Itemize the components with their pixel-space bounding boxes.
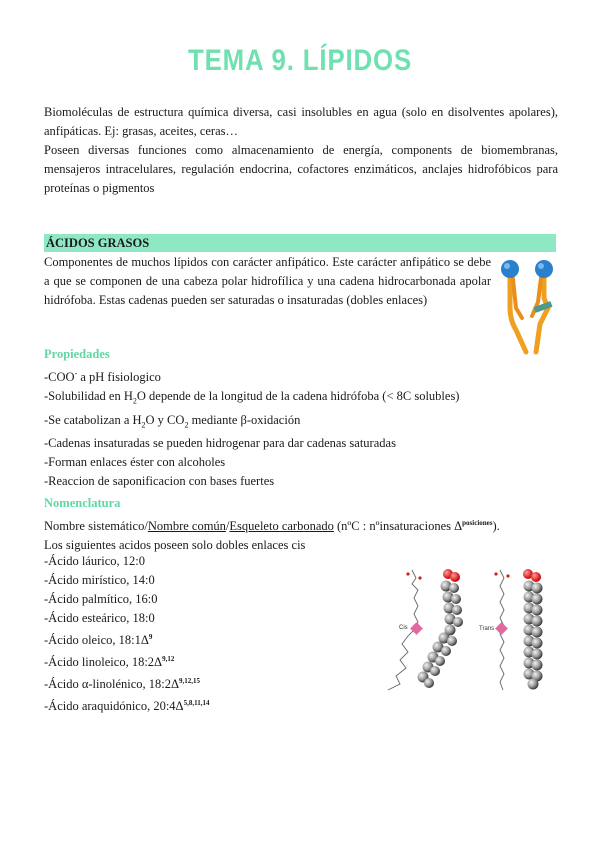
trans-spacefill-model xyxy=(523,569,543,690)
intro-paragraph-2: Poseen diversas funciones como almacenamiento de energía, components de biomembranas, mensajeros intracelulares, regulación endocrina, cofactores enzimáticos, anclajes hidrofóbicos para proteínas o pigmentos xyxy=(44,143,558,195)
cis-label: Cis xyxy=(399,625,408,631)
intro-paragraph-1: Biomoléculas de estructura química diversa, casi insolubles en agua (solo en disolventes apolares), anfipáticas. Ej: grasas, aceites, ceras… xyxy=(44,105,558,138)
property-ester: -Forman enlaces éster con alcoholes xyxy=(44,455,226,470)
nomenclature-definition: Nombre sistemático/Nombre común/Esqueleto carbonado (nºC : nºinsaturaciones $\Delta^{posiciones}$). xyxy=(44,519,500,534)
trans-skeletal-chain xyxy=(479,570,510,690)
acid-araquidonico: -Ácido araquidónico, $20:4\Delta^{5,8,11,14}$ xyxy=(44,699,210,714)
fatty-acid-list xyxy=(44,552,209,717)
properties-list xyxy=(44,364,459,491)
acid-palmitico: -Ácido palmítico, 16:0 xyxy=(44,592,158,606)
property-solubility: -Solubilidad en $H_2O$ depende de la longitud de la cadena hidrófoba (< 8C solubles) xyxy=(44,389,460,406)
acid-miristico: -Ácido mirístico, 14:0 xyxy=(44,573,155,587)
cis-spacefill-model xyxy=(418,569,464,688)
cis-skeletal-chain xyxy=(388,570,423,690)
acid-linoleico: -Ácido linoleico, $18:2\Delta^{9,12}$ xyxy=(44,655,175,670)
acid-oleico: -Ácido oleico, $18:1\Delta^9$ xyxy=(44,633,153,648)
property-coo: -COO- a pH fisiologico xyxy=(44,369,161,385)
nomenclature-intro xyxy=(44,514,564,555)
acid-alinolenico: -Ácido α-linolénico, $18:2\Delta^{9,12,15}$ xyxy=(44,677,201,692)
acid-laurico: -Ácido láurico, 12:0 xyxy=(44,554,146,568)
properties-heading: Propiedades xyxy=(44,347,110,361)
property-catabolism: -Se catabolizan a $H_2O$ y $CO_2$ mediante β-oxidación xyxy=(44,412,301,430)
intro-text xyxy=(44,103,558,198)
section-body: Componentes de muchos lípidos con carácter anfipático. Este carácter anfipático se debe a que se componen de una cabeza polar hidrofílica y una cadena hidrocarbonada apolar hidrófoba. Estas cadenas pueden ser saturadas o insaturadas (dobles enlaces) xyxy=(44,255,491,307)
amphipathic-lipid-illustration xyxy=(496,258,560,356)
property-hydrogenation: -Cadenas insaturadas se pueden hidrogenar para dar cadenas saturadas xyxy=(44,436,396,451)
trans-label: Trans xyxy=(479,626,495,632)
page-title: TEMA 9. LÍPIDOS xyxy=(187,44,413,77)
acid-estearico: -Ácido esteárico, 18:0 xyxy=(44,611,155,625)
fatty-acid-molecular-models xyxy=(378,566,578,694)
cis-note: Los siguientes acidos poseen solo dobles enlaces cis xyxy=(44,538,306,553)
section-header: ÁCIDOS GRASOS xyxy=(44,234,556,252)
property-saponification: -Reaccion de saponificacion con bases fuertes xyxy=(44,474,275,489)
nomenclature-heading: Nomenclatura xyxy=(44,496,121,510)
